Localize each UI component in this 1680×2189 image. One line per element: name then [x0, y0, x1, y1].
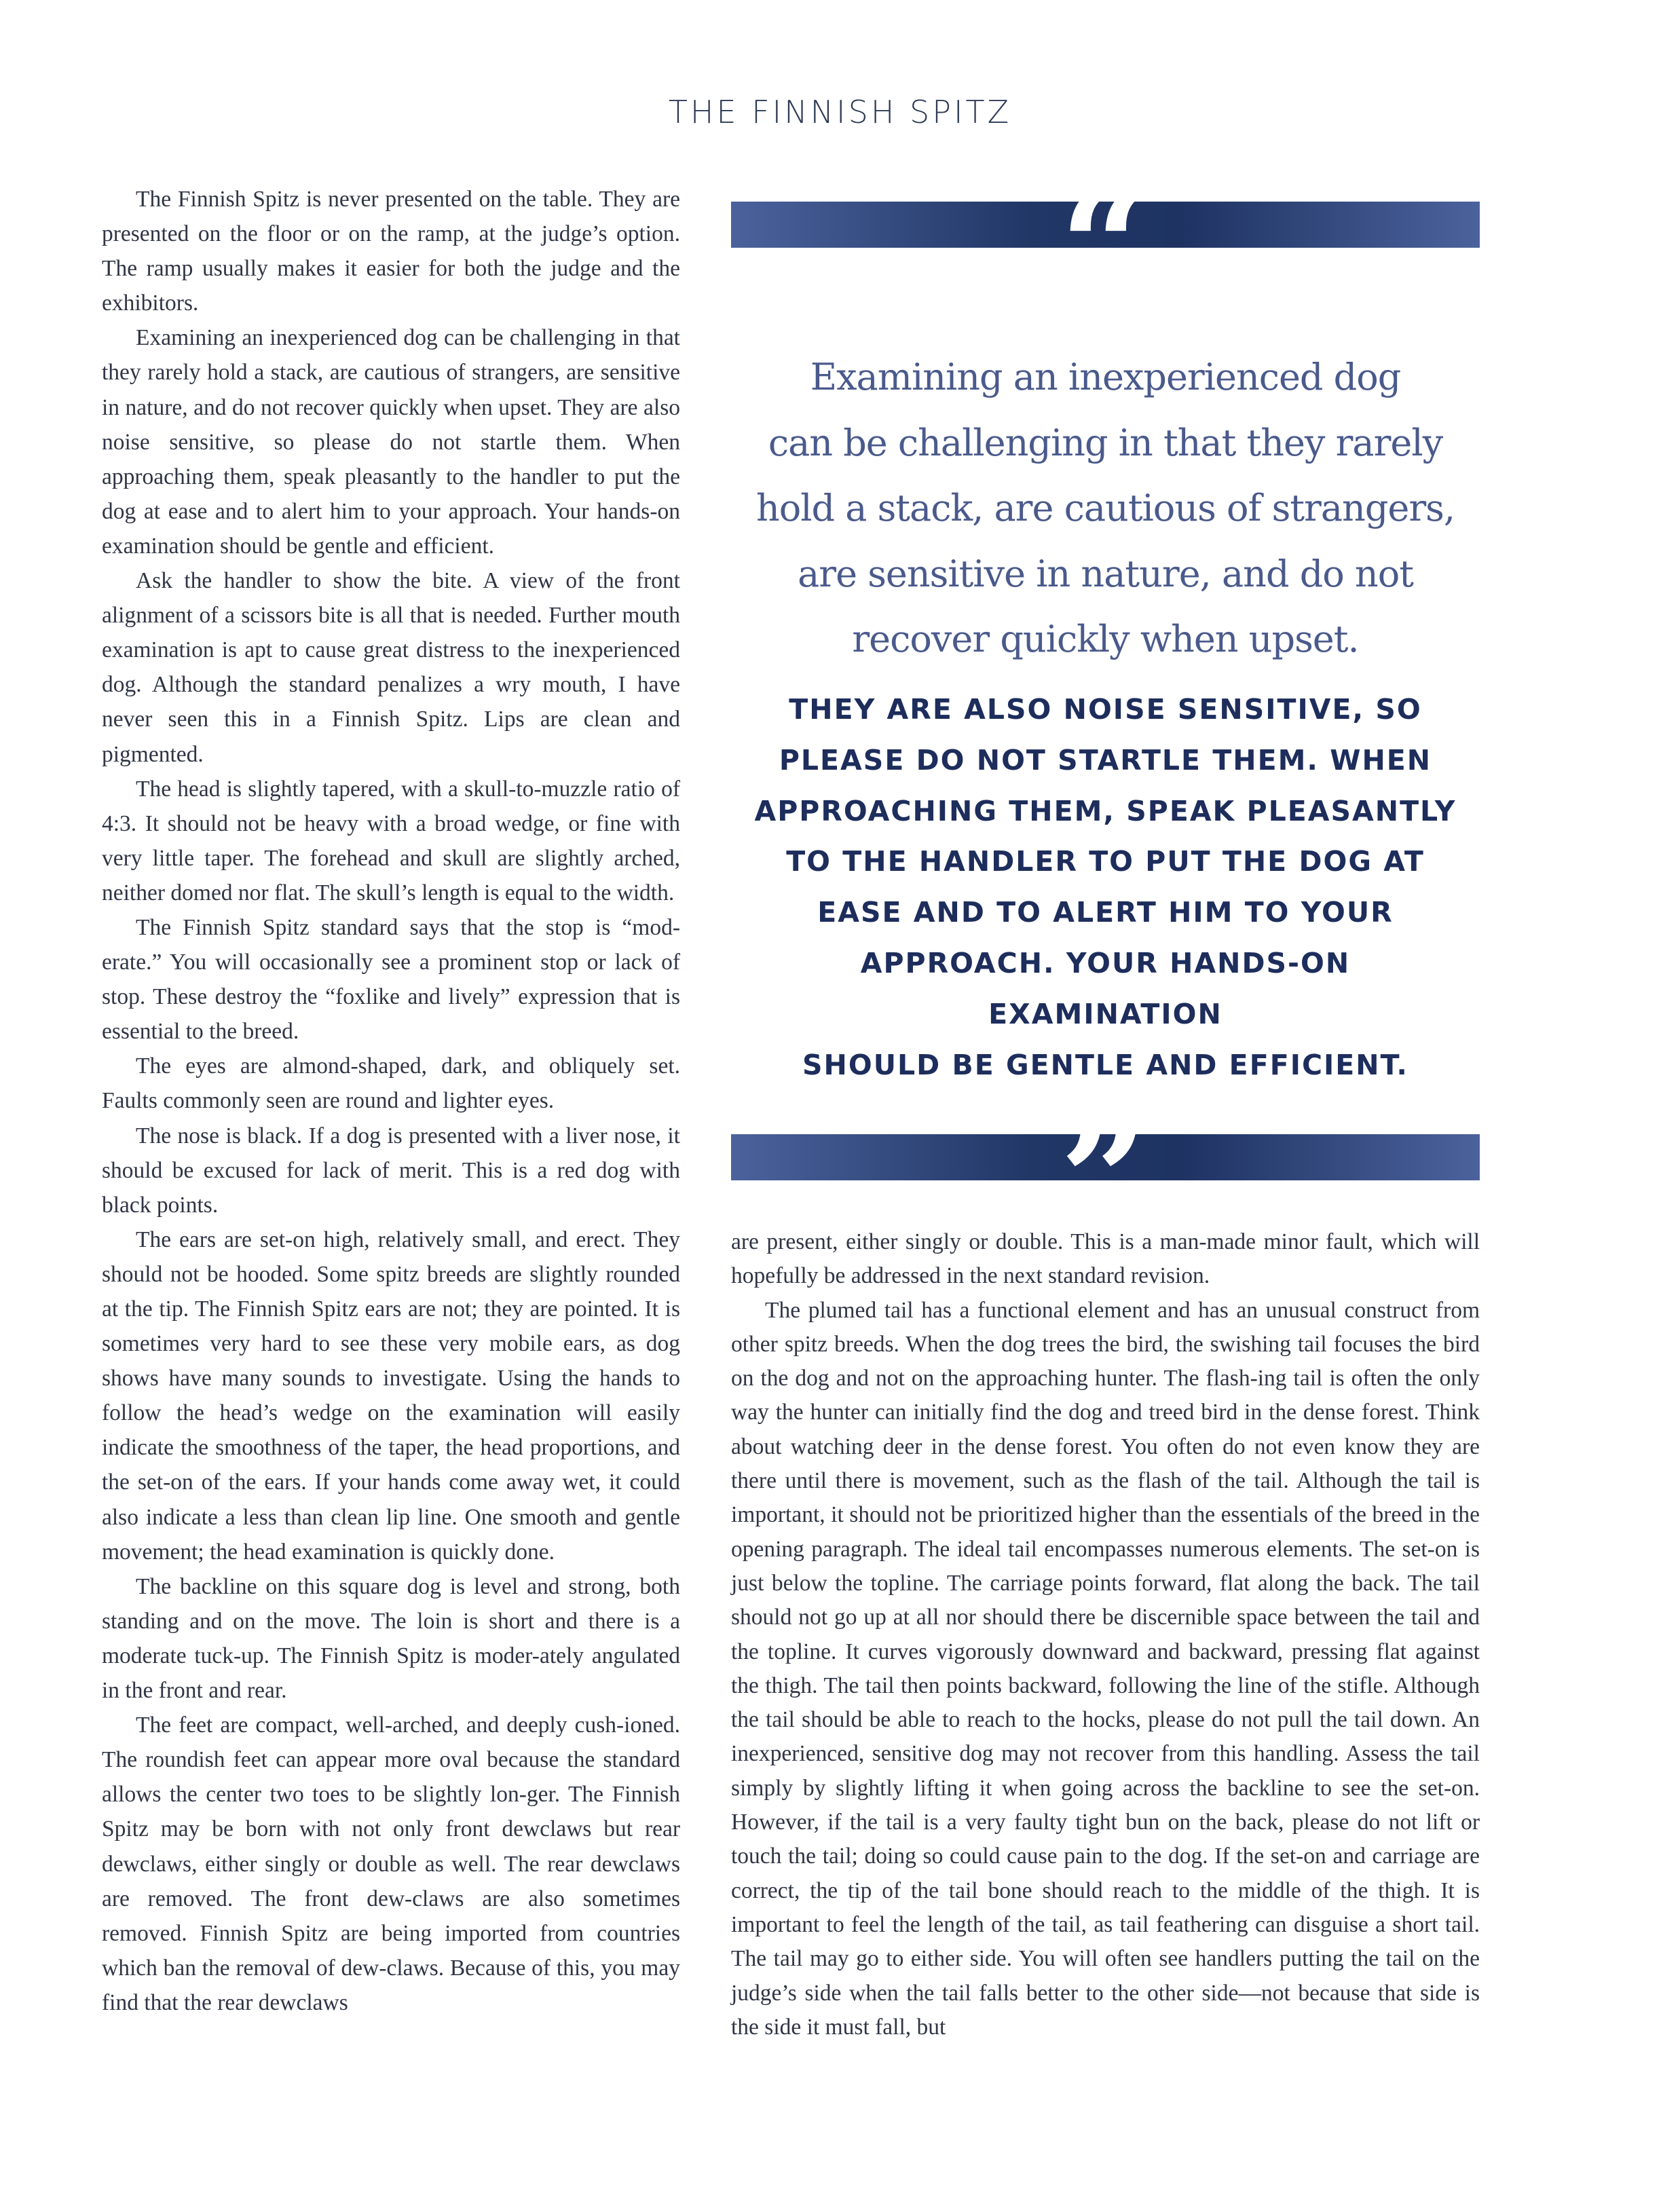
pull-quote-caps-line: APPROACHING THEM, SPEAK PLEASANTLY: [754, 794, 1457, 827]
pull-quote-caps-line: APPROACH. YOUR HANDS-ON EXAMINATION: [860, 946, 1351, 1030]
right-text-column: [731, 1225, 1480, 2044]
paragraph: The head is slightly tapered, with a skull-to-muzzle ratio of 4:3. It should not be heavy with a broad wedge, or fine with very little taper. The forehead and skull are slightly arched, neither domed nor flat. The skull’s length is equal to the width.: [102, 776, 680, 905]
pull-quote-caps-line: PLEASE DO NOT STARTLE THEM. WHEN: [779, 743, 1432, 777]
pull-quote-text: [751, 345, 1459, 673]
paragraph: The plumed tail has a functional element and has an unusual construct from other spitz breeds. When the dog trees the bird, the swishing tail focuses the bird on the dog and not on the approaching hunter. The flash-ing tail is often the only way the hunter can initially find the dog and treed bird in the dense forest. Think about watching deer in the dense forest. You often do not even know they are there until there is movement, such as the flash of the tail. Although the tail is important, it should not be prioritized higher than the essentials of the breed in the opening paragraph. The ideal tail encompasses numerous elements. The set-on is just below the topline. The carriage points forward, flat along the back. The tail should not go up at all nor should there be discernible space between the tail and the topline. It curves vigorously downward and backward, pressing flat against the thigh. The tail then points backward, following the line of the stifle. Although the tail should be able to reach to the hocks, please do not pull the tail down. An inexperienced, sensitive dog may not recover from this handling. Assess the tail simply by slightly lifting it when going across the backline to see the set-on. However, if the tail is a very faulty tight bun on the back, please do not lift or touch the tail; doing so could cause pain to the dog. If the set-on and carriage are correct, the tip of the tail bone should reach to the middle of the thigh. It is important to feel the length of the tail, as tail feathering can disguise a short tail. The tail may go to either side. You will often see handlers putting the tail on the judge’s side when the tail falls better to the other side—not because that side is the side it must fall, but: [731, 1297, 1480, 2040]
paragraph: Ask the handler to show the bite. A view of the front alignment of a scissors bite is all that is needed. Further mouth examination is apt to cause great distress to the inexperienced dog. Although the standard penalizes a wry mouth, I have never seen this in a Finnish Spitz. Lips are clean and pigmented.: [102, 568, 680, 767]
left-text-column: [102, 182, 680, 2020]
pull-quote-line: hold a stack, are cautious of strangers,: [755, 487, 1455, 529]
pull-quote-caps-line: SHOULD BE GENTLE AND EFFICIENT.: [802, 1048, 1408, 1081]
paragraph: The feet are compact, well-arched, and deeply cush-ioned. The roundish feet can appear more oval because the standard allows the center two toes to be slightly lon-ger. The Finnish Spitz may be born with not only front dewclaws but rear dewclaws, either singly or double as well. The rear dewclaws are removed. The front dew-claws are also sometimes removed. Finnish Spitz are being imported from countries which ban the removal of dew-claws. Because of this, you may find that the rear dewclaws: [102, 1713, 680, 2015]
pull-quote-line: recover quickly when upset.: [852, 618, 1359, 660]
open-quote-mark: “: [1059, 156, 1150, 339]
paragraph: are present, either singly or double. This is a man-made minor fault, which will hopefully be addressed in the next standard revision.: [731, 1229, 1480, 1289]
page-title: THE FINNISH SPITZ: [668, 94, 1012, 130]
paragraph: The backline on this square dog is level and strong, both standing and on the move. The loin is short and there is a moderate tuck-up. The Finnish Spitz is moder-ately angulated in the front and rear.: [102, 1573, 680, 1704]
paragraph: Examining an inexperienced dog can be challenging in that they rarely hold a stack, are cautious of strangers, are sensitive in nature, and do not recover quickly when upset. They are also noise sensitive, so please do not startle them. When approaching them, speak pleasantly to the handler to put the dog at ease and to alert him to your approach. Your hands-on examination should be gentle and efficient.: [102, 325, 680, 559]
paragraph: The Finnish Spitz standard says that the stop is “mod-erate.” You will occasionally see a prominent stop or lack of stop. These destroy the “foxlike and lively” expression that is essential to the breed.: [102, 914, 680, 1045]
paragraph: The Finnish Spitz is never presented on the table. They are presented on the floor or on the ramp, at the judge’s option. The ramp usually makes it easier for both the judge and the exhibitors.: [102, 187, 680, 316]
pull-quote-line: are sensitive in nature, and do not: [798, 552, 1413, 595]
pull-quote-caps-line: TO THE HANDLER TO PUT THE DOG AT: [786, 845, 1425, 878]
paragraph: The nose is black. If a dog is presented with a liver nose, it should be excused for lack of merit. This is a red dog with black points.: [102, 1123, 680, 1218]
paragraph: The eyes are almond-shaped, dark, and obliquely set. Faults commonly seen are round and lighter eyes.: [102, 1053, 680, 1114]
pull-quote-line: Examining an inexperienced dog: [810, 356, 1401, 398]
paragraph: The ears are set-on high, relatively small, and erect. They should not be hooded. Some spitz breeds are slightly rounded at the tip. The Finnish Spitz ears are not; they are pointed. It is sometimes very hard to see these very mobile ears, as dog shows have many sounds to investigate. Using the hands to follow the head’s wedge on the examination will easily indicate the smoothness of the taper, the head proportions, and the set-on of the ears. If your hands come away wet, it could also indicate a less than clean lip line. One smooth and gentle movement; the head examination is quickly done.: [102, 1227, 680, 1565]
pull-quote-caps-line: THEY ARE ALSO NOISE SENSITIVE, SO: [789, 693, 1422, 726]
pull-quote-caps: [751, 684, 1459, 1090]
pull-quote-caps-line: EASE AND TO ALERT HIM TO YOUR: [817, 896, 1394, 929]
close-quote-mark: ”: [1059, 1089, 1150, 1273]
pull-quote-line: can be challenging in that they rarely: [768, 421, 1443, 464]
